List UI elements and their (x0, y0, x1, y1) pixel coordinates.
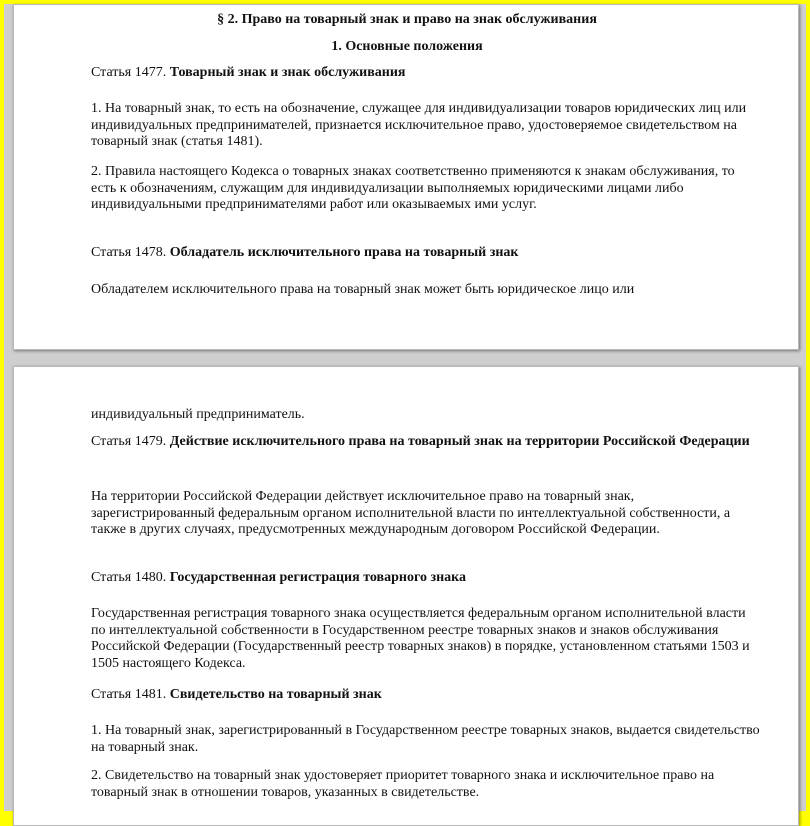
article-1481-heading (91, 687, 761, 704)
article-title: Свидетельство на товарный знак (169, 687, 382, 702)
article-number: Статья 1478. (91, 245, 170, 260)
article-1481-paragraph-1: 1. На товарный знак, зарегистрированный в Государственном реестре товарных знаков, выдается свидетельство на товарный знак. (91, 723, 760, 755)
article-1479-paragraph-1: На территории Российской Федерации действует исключительное право на товарный знак, зарегистрированный федеральным органом исполнительной власти по интеллектуальной собственности, а также в других случаях, предусмотренных международным договором Российской Федерации. (91, 489, 731, 537)
document-page-2 (13, 366, 799, 826)
document-viewport[interactable] (4, 4, 806, 811)
article-title: Обладатель исключительного права на товарный знак (169, 245, 519, 260)
article-1477-paragraph-1: 1. На товарный знак, то есть на обозначение, служащее для индивидуализации товаров юридических лиц или индивидуальных предпринимателей, признается исключительное право, удостоверяемое свидетельством на товарный знак (статья 1481). (91, 101, 747, 149)
article-title: Государственная регистрация товарного знака (169, 570, 467, 585)
article-1481-paragraph-2: 2. Свидетельство на товарный знак удостоверяет приоритет товарного знака и исключительное право на товарный знак в отношении товаров, указанных в свидетельстве. (91, 768, 715, 800)
article-number: Статья 1480. (91, 570, 170, 585)
article-1477-heading (91, 65, 761, 82)
article-title: Товарный знак и знак обслуживания (169, 65, 406, 80)
document-page-1 (13, 4, 799, 350)
article-number: Статья 1479. (91, 434, 170, 449)
article-title: Действие исключительного права на товарный знак на территории Российской Федерации (169, 434, 750, 449)
article-1478-paragraph-1-end: индивидуальный предприниматель. (91, 407, 305, 422)
article-1480-paragraph-1: Государственная регистрация товарного знака осуществляется федеральным органом исполнительной власти по интеллектуальной собственности в Государственном реестре товарных знаков и знаков обслуживания Российской Федерации (Государственный реестр товарных знаков) в порядке, установленном статьями 1503 и 1505 настоящего Кодекса. (91, 606, 750, 671)
section-heading: § 2. Право на товарный знак и право на знак обслуживания (217, 12, 597, 27)
subsection-heading: 1. Основные положения (331, 39, 483, 54)
article-1480-heading (91, 570, 761, 587)
article-1479-heading (91, 434, 761, 451)
article-number: Статья 1477. (91, 65, 170, 80)
article-1478-paragraph-1-start: Обладателем исключительного права на товарный знак может быть юридическое лицо или (91, 282, 635, 297)
article-1477-paragraph-2: 2. Правила настоящего Кодекса о товарных знаках соответственно применяются к знакам обслуживания, то есть к обозначениям, служащим для индивидуализации выполняемых юридическими лицами либо индивидуальными предпринимателями работ или оказываемых ими услуг. (91, 164, 735, 212)
article-number: Статья 1481. (91, 687, 170, 702)
article-1478-heading (91, 245, 761, 262)
